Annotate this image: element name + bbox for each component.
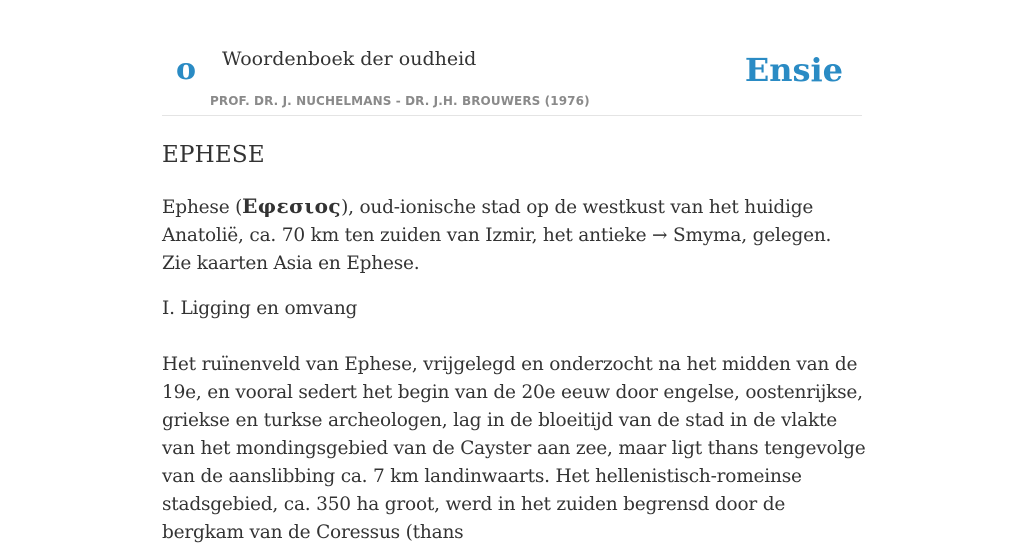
greek-name: Εφεσιος [242, 194, 342, 218]
book-author: PROF. DR. J. NUCHELMANS - DR. J.H. BROUWERS (1976) [210, 94, 590, 108]
book-header [162, 0, 862, 116]
cross-reference-label: Smyma [667, 225, 742, 246]
book-title-link[interactable]: Woordenboek der oudheid [222, 48, 477, 70]
intro-text-end: , gelegen. Zie kaarten Asia en Ephese. [162, 225, 832, 274]
entry-title: EPHESE [162, 142, 265, 168]
intro-text-start: Ephese ( [162, 197, 243, 218]
section-heading: I. Ligging en omvang [162, 298, 358, 319]
book-letter-link[interactable]: o [176, 52, 197, 87]
arrow-right-icon: → [652, 225, 668, 246]
entry-intro-paragraph [162, 192, 866, 278]
page-container [162, 0, 866, 543]
body-paragraph: Het ruïnenveld van Ephese, vrijgelegd en onderzocht na het midden van de 19e, en vooral sedert het begin van de 20e eeuw door engelse, oostenrijkse, griekse en turkse archeologen, lag in de bloeitijd van de stad in de vlakte van het mondingsgebied van de Cayster aan zee, maar ligt thans tengevolge van de aanslibbing ca. 7 km landinwaarts. Het hellenistisch-romeinse stadsgebied, ca. 350 ha groot, werd in het zuiden begrensd door de bergkam van de Coressus (thans [162, 354, 866, 543]
cross-reference-link[interactable] [652, 225, 741, 246]
intro-text-middle: ), oud-ionische stad op de westkust van het huidige Anatolië, ca. 70 km ten zuiden van Izmir, het antieke [162, 197, 814, 246]
ensie-logo[interactable]: Ensie [744, 51, 843, 89]
